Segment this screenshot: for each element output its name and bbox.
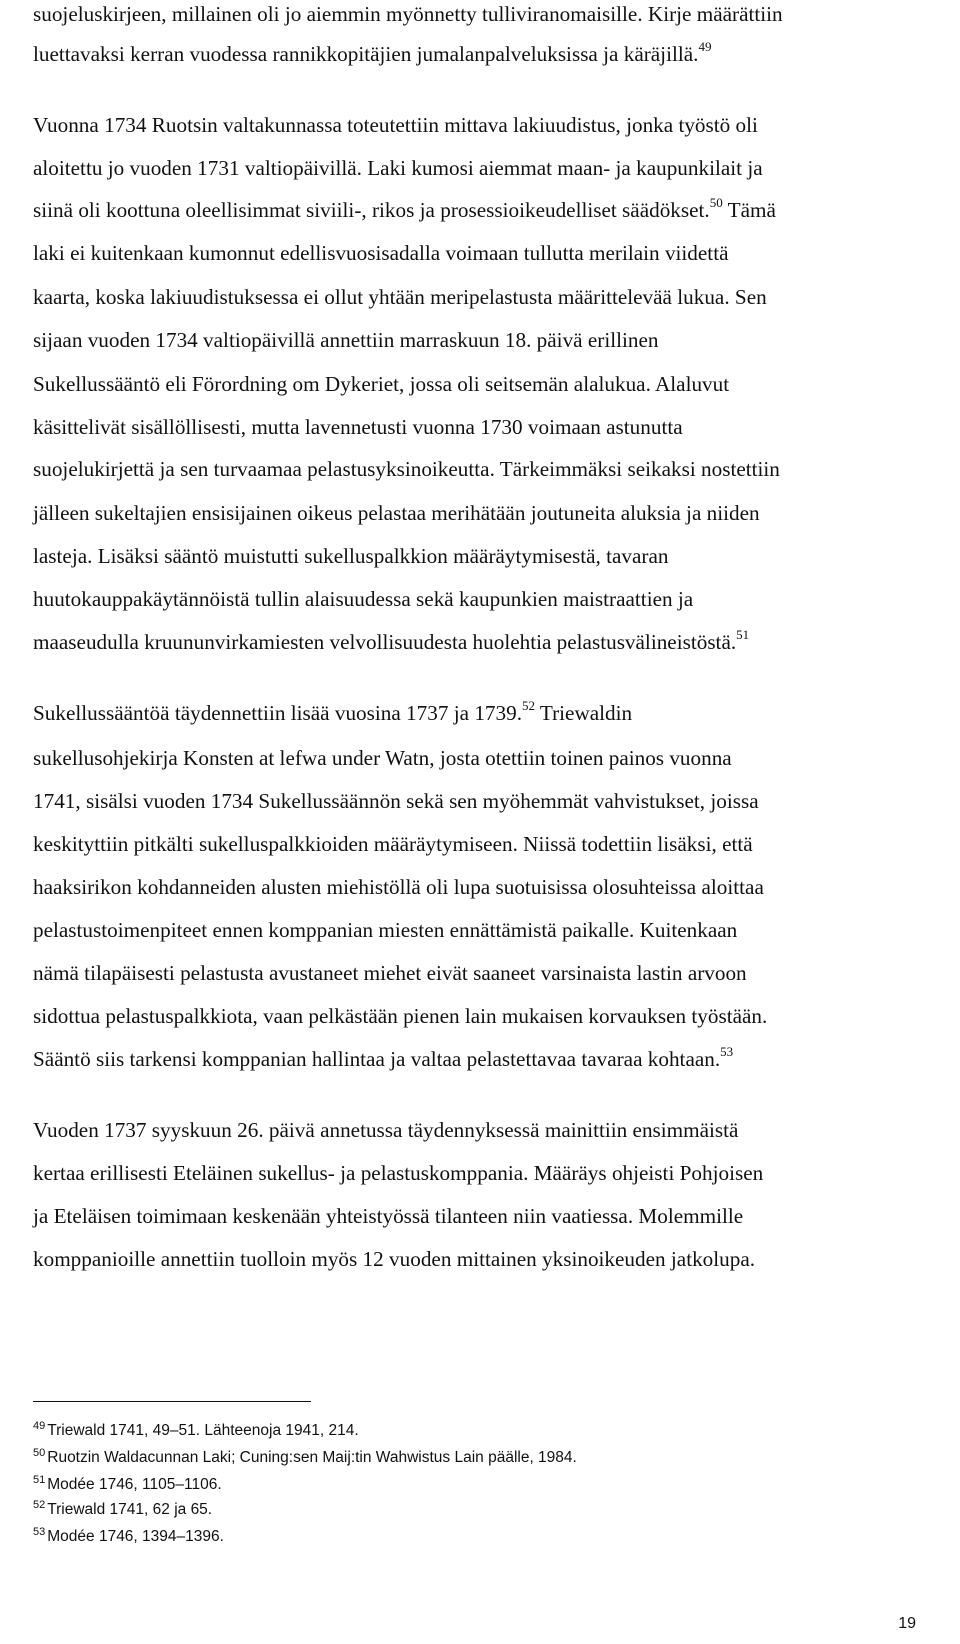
text-line: suojeluskirjeen, millainen oli jo aiemmin myönnetty tulliviranomaisille. Kirje määrättiin	[33, 2, 783, 26]
text-line: Vuonna 1734 Ruotsin valtakunnassa toteutettiin mittava lakiuudistus, jonka työstö oli	[33, 113, 758, 137]
footnote: $^{53}$ Modée 1746, 1394–1396.	[33, 1526, 224, 1545]
footnote-divider	[33, 1401, 311, 1402]
footnote: $^{50}$ Ruotzin Waldacunnan Laki; Cuning:sen Maij:tin Wahwistus Lain päälle, 1984.	[33, 1447, 577, 1466]
text-line: haaksirikon kohdanneiden alusten miehistöllä oli lupa suotuisissa olosuhteissa aloittaa	[33, 875, 764, 899]
text-line: Sukellussääntö eli Förordning om Dykeriet, jossa oli seitsemän alalukua. Alaluvut	[33, 372, 730, 396]
footnote-ref[interactable]: 49	[698, 39, 712, 54]
text-line: 1741, sisälsi vuoden 1734 Sukellussäännön sekä sen myöhemmät vahvistukset, joissa	[33, 789, 759, 813]
text-line: sidottua pelastuspalkkiota, vaan pelkästään pienen lain mukaisen korvauksen työstään.	[33, 1004, 768, 1028]
text-line: Sääntö siis tarkensi komppanian hallintaa ja valtaa pelastettavaa tavaraa kohtaan.$^{53}$	[33, 1044, 734, 1071]
text-line: luettavaksi kerran vuodessa rannikkopitäjien jumalanpalveluksissa ja käräjillä.$^{49}$	[33, 39, 712, 66]
text-line: sijaan vuoden 1734 valtiopäivillä annettiin marraskuun 18. päivä erillinen	[33, 328, 659, 352]
footnote-ref[interactable]: 51	[736, 627, 750, 642]
text-line: jälleen sukeltajien ensisijainen oikeus pelastaa merihätään joutuneita aluksia ja niiden	[33, 501, 760, 525]
page-number: 19	[898, 1615, 916, 1632]
text-line: komppanioille annettiin tuolloin myös 12 vuoden mittainen yksinoikeuden jatkolupa.	[33, 1247, 756, 1271]
footnote-ref[interactable]: 50	[709, 195, 723, 210]
footnote-ref[interactable]: 53	[720, 1044, 734, 1059]
footnote-number: 52	[33, 1499, 46, 1511]
text-line: Sukellussääntöä täydennettiin lisää vuosina 1737 ja 1739.52 Triewaldin	[33, 698, 633, 725]
footnote-number: 50	[33, 1447, 46, 1459]
text-line: siinä oli koottuna oleellisimmat siviili-, rikos ja prosessioikeudelliset säädökset.$^{50}$ Tämä	[33, 195, 776, 222]
text-line: aloitettu jo vuoden 1731 valtiopäivillä. Laki kumosi aiemmat maan- ja kaupunkilait ja	[33, 156, 763, 180]
text-line: maaseudulla kruununvirkamiesten velvollisuudesta huolehtia pelastusvälineistöstä.$^{51}$	[33, 627, 750, 654]
footnote-number: 53	[33, 1526, 46, 1538]
footnote: $^{51}$ Modée 1746, 1105–1106.	[33, 1474, 222, 1493]
footnote-ref[interactable]: 52	[522, 698, 535, 713]
text-line: kaarta, koska lakiuudistuksessa ei ollut yhtään meripelastusta määrittelevää lukua. Sen	[33, 285, 767, 309]
text-line: sukellusohjekirja Konsten at lefwa under Watn, josta otettiin toinen painos vuonna	[33, 746, 732, 770]
text-line: Vuoden 1737 syyskuun 26. päivä annetussa täydennyksessä mainittiin ensimmäistä	[33, 1118, 739, 1142]
text-line: keskityttiin pitkälti sukelluspalkkioiden määräytymiseen. Niissä todettiin lisäksi, että	[33, 832, 753, 856]
text-line: pelastustoimenpiteet ennen komppanian miesten ennättämistä paikalle. Kuitenkaan	[33, 918, 738, 942]
text-line: laki ei kuitenkaan kumonnut edellisvuosisadalla voimaan tullutta merilain viidettä	[33, 241, 729, 265]
text-line: lasteja. Lisäksi sääntö muistutti sukelluspalkkion määräytymisestä, tavaran	[33, 544, 669, 568]
text-line: käsittelivät sisällöllisesti, mutta lavennetusti vuonna 1730 voimaan astunutta	[33, 415, 683, 439]
footnote: $^{52}$ Triewald 1741, 62 ja 65.	[33, 1499, 213, 1518]
footnote-number: 51	[33, 1474, 46, 1486]
text-line: kertaa erillisesti Eteläinen sukellus- ja pelastuskomppania. Määräys ohjeisti Pohjoisen	[33, 1161, 764, 1185]
text-line: suojelukirjettä ja sen turvaamaa pelastusyksinoikeutta. Tärkeimmäksi seikaksi nostettiin	[33, 457, 780, 481]
text-line: ja Eteläisen toimimaan keskenään yhteistyössä tilanteen niin vaatiessa. Molemmille	[33, 1204, 744, 1228]
text-line: nämä tilapäisesti pelastusta avustaneet miehet eivät saaneet varsinaista lastin arvoon	[33, 961, 747, 985]
footnote: $^{49}$ Triewald 1741, 49–51. Lähteenoja 1941, 214.	[33, 1420, 359, 1439]
text-line: huutokauppakäytännöistä tullin alaisuudessa sekä kaupunkien maistraattien ja	[33, 587, 694, 611]
footnote-number: 49	[33, 1420, 46, 1432]
